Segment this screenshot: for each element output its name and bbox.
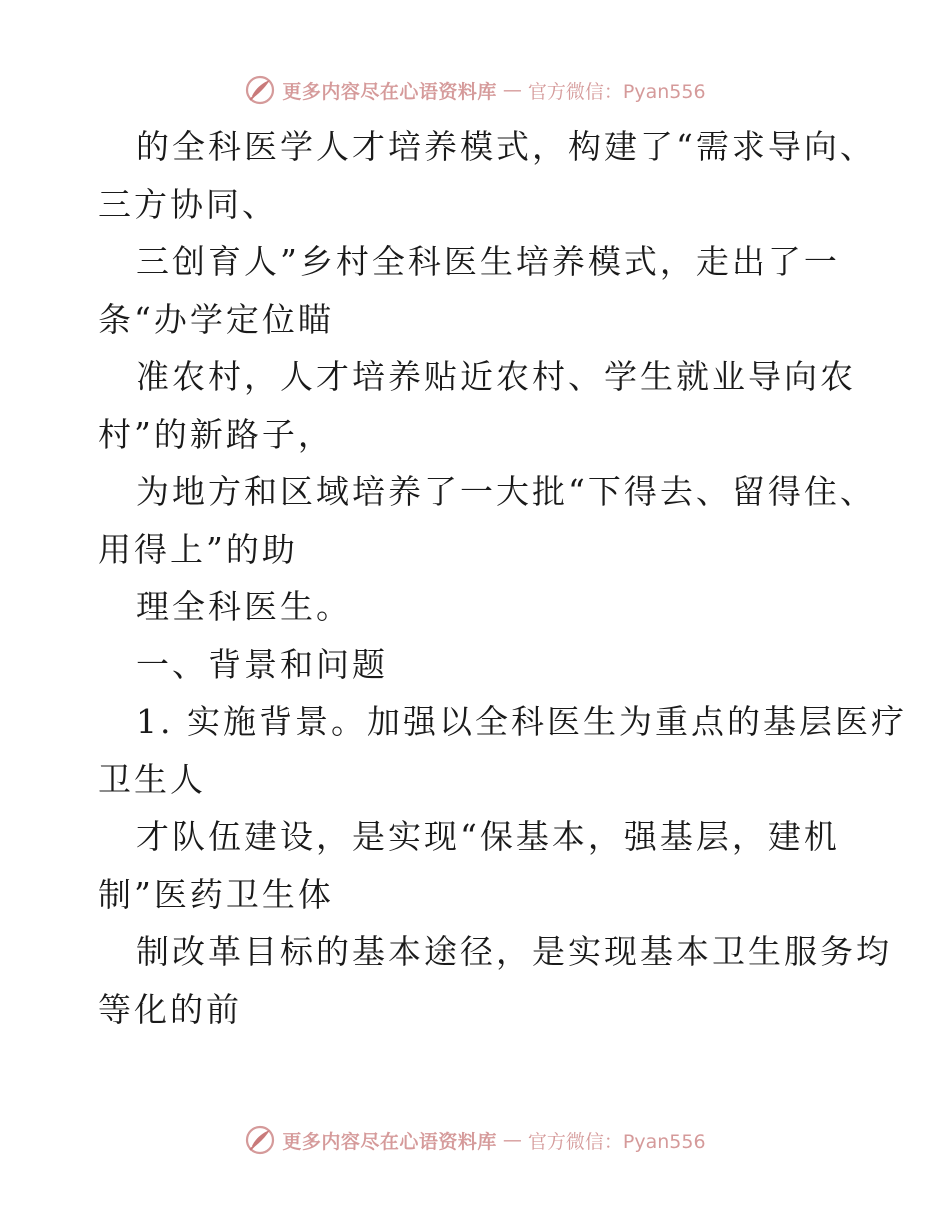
footer-banner — [244, 1124, 705, 1156]
footer-dash: — — [502, 1129, 522, 1151]
footer-brand-text: 更多内容尽在心语资料库 — [282, 1130, 497, 1153]
body-line: 村”的新路子， — [98, 414, 334, 454]
body-line: 理全科医生。 — [136, 587, 352, 626]
quill-logo-icon — [244, 1124, 276, 1156]
body-line: 用得上”的助 — [98, 529, 298, 569]
page-header-banner — [0, 70, 950, 110]
document-body — [98, 118, 907, 1038]
header-brand-text: 更多内容尽在心语资料库 — [282, 80, 497, 103]
body-line: 等化的前 — [98, 989, 242, 1029]
body-line: 为地方和区域培养了一大批“下得去、留得住、 — [136, 472, 876, 511]
body-line: 才队伍建设，是实现“保基本，强基层，建机 — [136, 817, 840, 856]
body-line: 卫生人 — [98, 759, 206, 799]
body-line: 三创育人”乡村全科医生培养模式，走出了一 — [136, 242, 840, 281]
body-line: 1. 实施背景。加强以全科医生为重点的基层医疗 — [136, 702, 907, 741]
section-heading: 一、背景和问题 — [136, 644, 388, 684]
header-dash: — — [502, 79, 522, 101]
header-wechat-text: 官方微信：Pyan556 — [527, 80, 706, 103]
body-line: 制改革目标的基本途径，是实现基本卫生服务均 — [136, 932, 892, 971]
body-line: 三方协同、 — [98, 184, 278, 224]
body-line: 准农村，人才培养贴近农村、学生就业导向农 — [136, 357, 856, 396]
header-banner — [244, 74, 705, 106]
body-line: 的全科医学人才培养模式，构建了“需求导向、 — [136, 127, 876, 166]
page-footer-banner — [0, 1120, 950, 1160]
footer-wechat-text: 官方微信：Pyan556 — [527, 1130, 706, 1153]
body-line: 条“办学定位瞄 — [98, 299, 334, 339]
quill-logo-icon — [244, 74, 276, 106]
body-line: 制”医药卫生体 — [98, 874, 334, 914]
